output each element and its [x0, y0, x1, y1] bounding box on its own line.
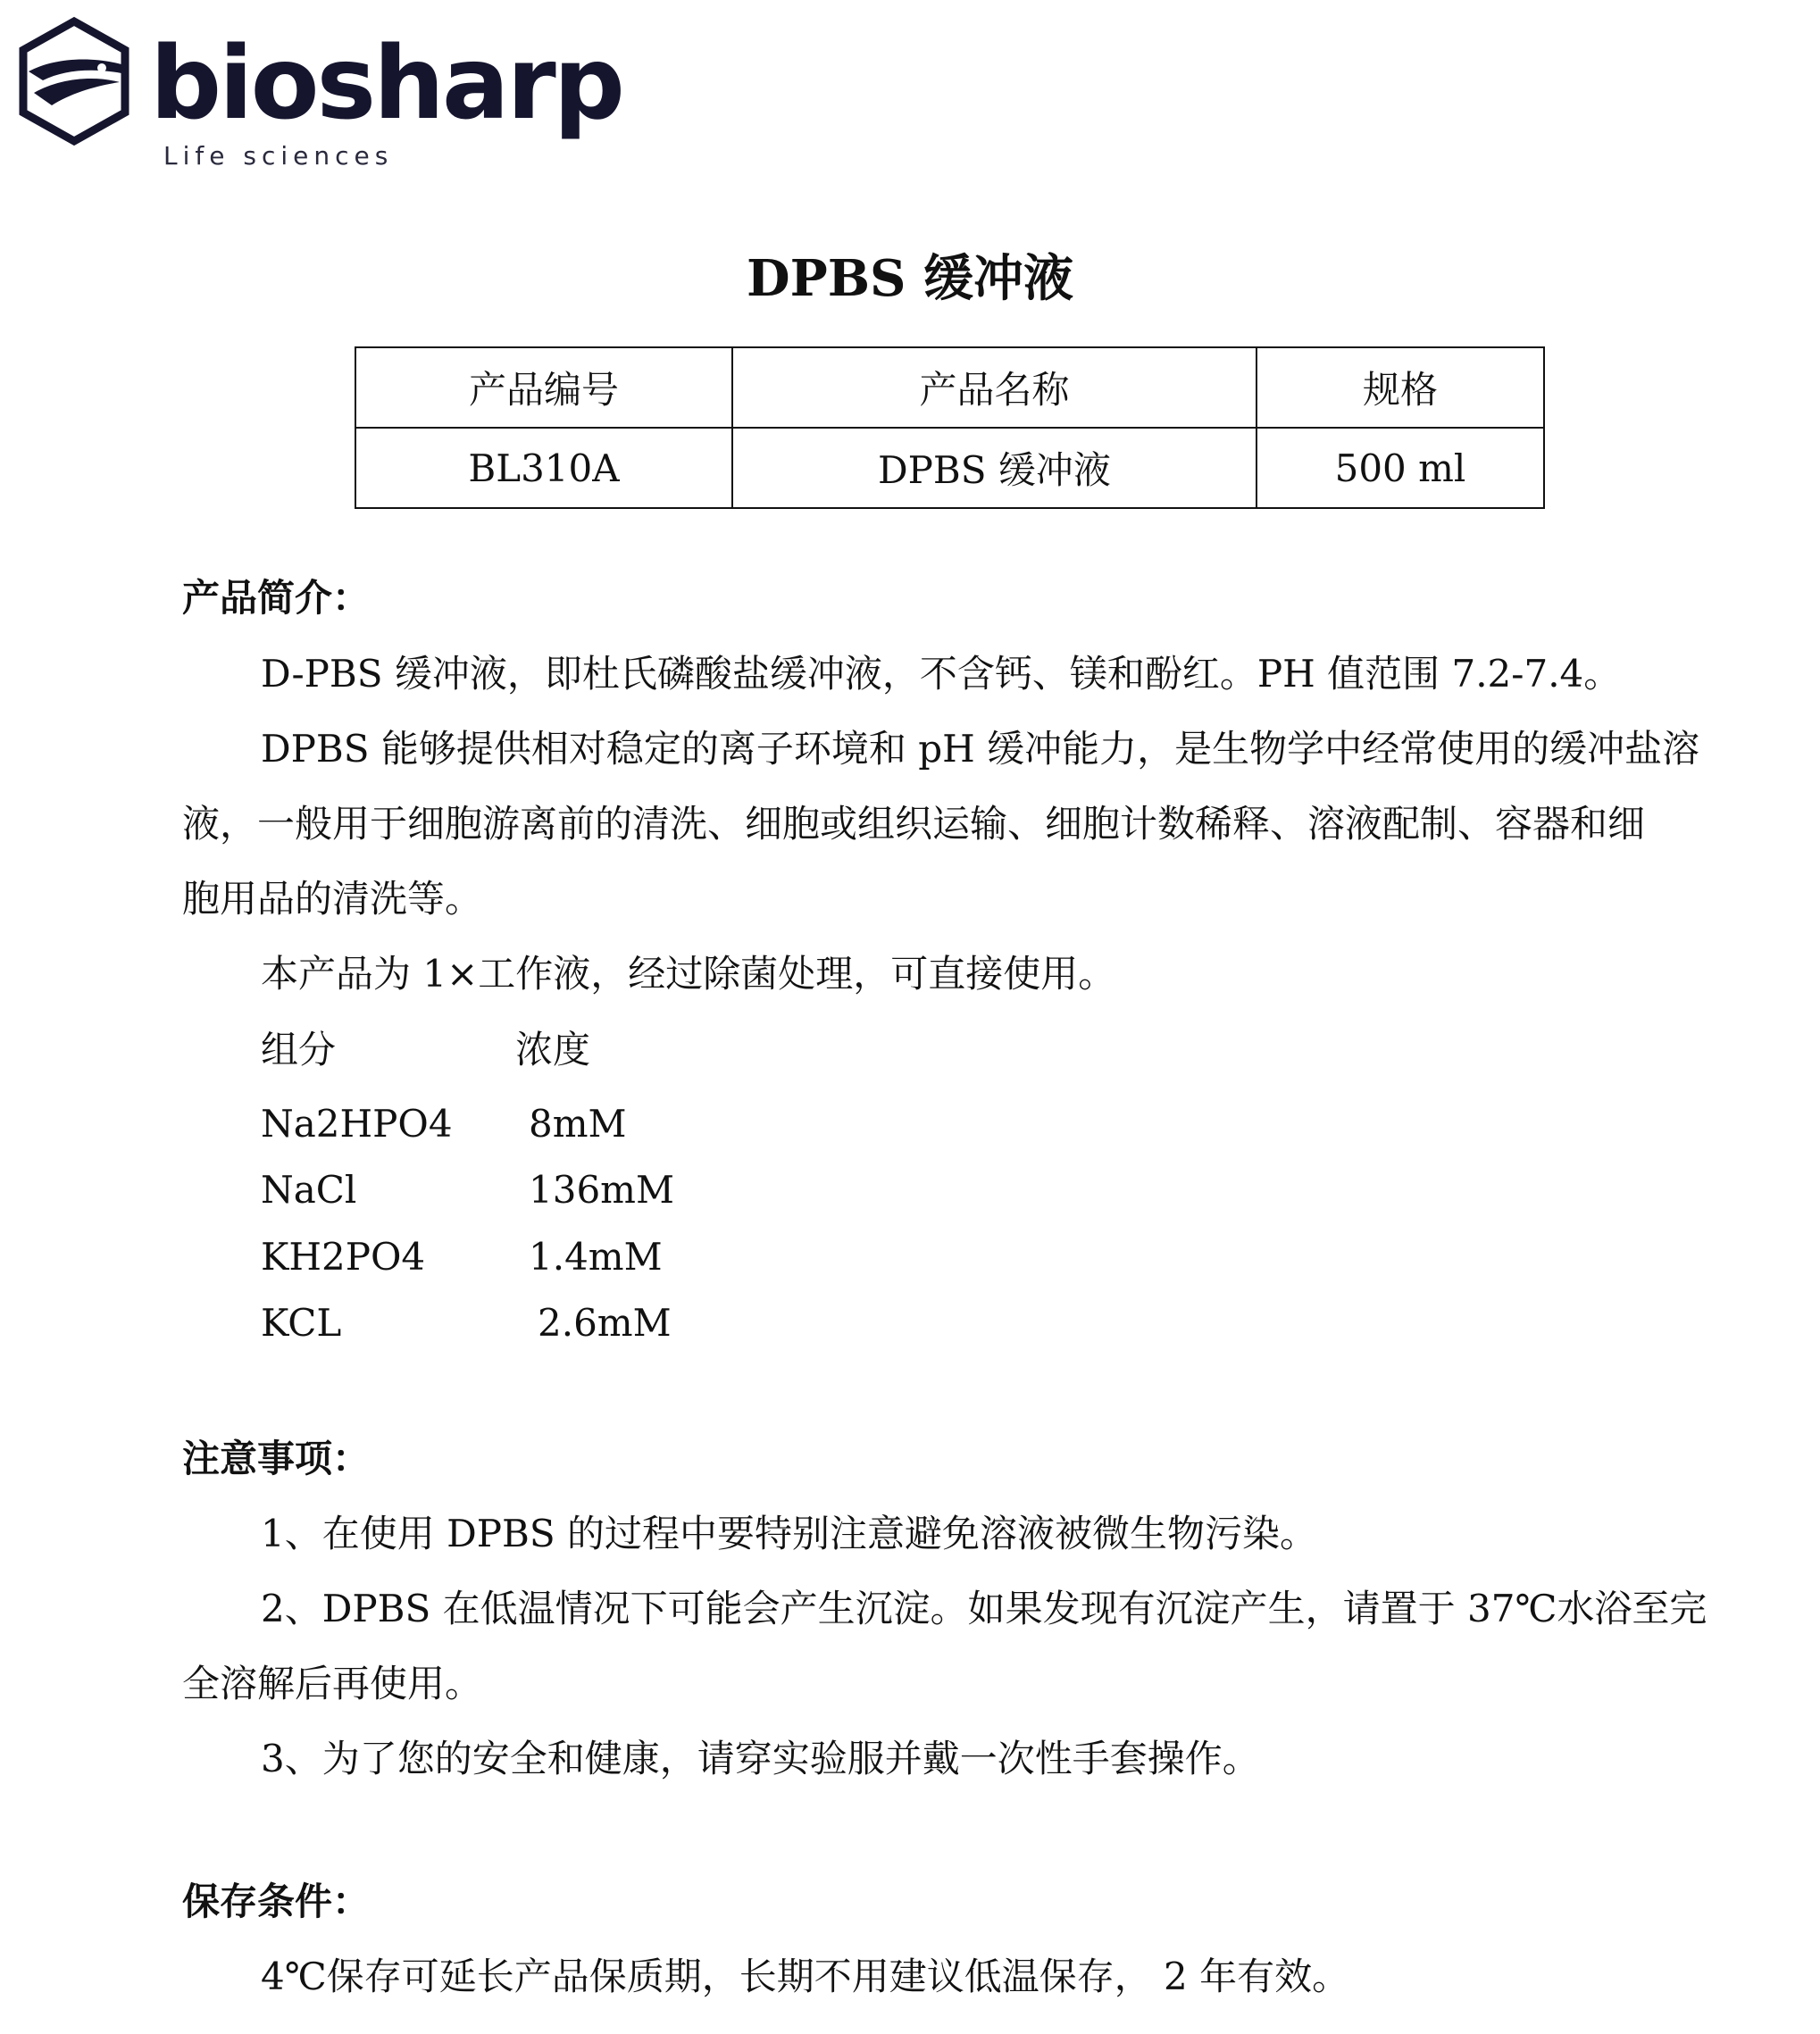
intro-paragraph-2-line-2: 液，一般用于细胞游离前的清洗、细胞或组织运输、细胞计数稀释、溶液配制、容器和细 — [182, 802, 1646, 846]
component-row — [261, 1097, 797, 1151]
company-logo — [16, 16, 622, 171]
concentration-column-label: 浓度 — [515, 1028, 591, 1071]
note-2-line-1: 2、DPBS 在低温情况下可能会产生沉淀。如果发现有沉淀产生，请置于 37℃水浴至完 — [261, 1587, 1707, 1630]
component-header — [261, 1023, 797, 1077]
table-row — [355, 428, 1544, 508]
component-name: KH2PO4 — [261, 1235, 426, 1279]
page-title: DPBS 缓冲液 — [747, 249, 1073, 308]
intro-heading: 产品简介： — [182, 576, 371, 620]
table-header-row — [355, 347, 1544, 428]
note-3: 3、为了您的安全和健康，请穿实验服并戴一次性手套操作。 — [261, 1737, 1260, 1780]
logo-brand: biosharp — [150, 26, 622, 142]
intro-paragraph-2-line-1: DPBS 能够提供相对稳定的离子环境和 pH 缓冲能力，是生物学中经常使用的缓冲盐溶 — [261, 727, 1700, 771]
component-concentration: 2.6mM — [538, 1301, 672, 1345]
cell-product-name: DPBS 缓冲液 — [732, 428, 1256, 508]
intro-paragraph-3: 本产品为 1×工作液，经过除菌处理，可直接使用。 — [261, 952, 1116, 996]
component-name: KCL — [261, 1301, 342, 1345]
component-name: Na2HPO4 — [261, 1102, 453, 1146]
component-row — [261, 1230, 797, 1284]
note-1: 1、在使用 DPBS 的过程中要特别注意避免溶液被微生物污染。 — [261, 1512, 1317, 1555]
component-name: NaCl — [261, 1168, 357, 1212]
intro-paragraph-2-line-3: 胞用品的清洗等。 — [182, 877, 483, 921]
note-2-line-2: 全溶解后再使用。 — [182, 1662, 483, 1705]
storage-text: 4℃保存可延长产品保质期，长期不用建议低温保存， 2 年有效。 — [261, 1955, 1350, 1998]
biosharp-logo-icon — [16, 16, 132, 150]
logo-tagline: Life sciences — [163, 141, 394, 171]
component-column-label: 组分 — [261, 1028, 337, 1071]
notes-heading: 注意事项： — [182, 1437, 371, 1480]
component-concentration: 136mM — [529, 1168, 674, 1212]
header-product-code: 产品编号 — [355, 347, 732, 428]
storage-heading: 保存条件： — [182, 1880, 371, 1923]
intro-paragraph-1: D-PBS 缓冲液，即杜氏磷酸盐缓冲液，不含钙、镁和酚红。PH 值范围 7.2-7.4。 — [261, 652, 1622, 696]
component-concentration: 8mM — [529, 1102, 627, 1146]
header-spec: 规格 — [1256, 347, 1544, 428]
product-table — [355, 346, 1545, 509]
component-row — [261, 1163, 797, 1217]
component-concentration: 1.4mM — [529, 1235, 663, 1279]
component-row — [261, 1296, 797, 1350]
cell-spec: 500 ml — [1256, 428, 1544, 508]
cell-product-code: BL310A — [355, 428, 732, 508]
header-product-name: 产品名称 — [732, 347, 1256, 428]
